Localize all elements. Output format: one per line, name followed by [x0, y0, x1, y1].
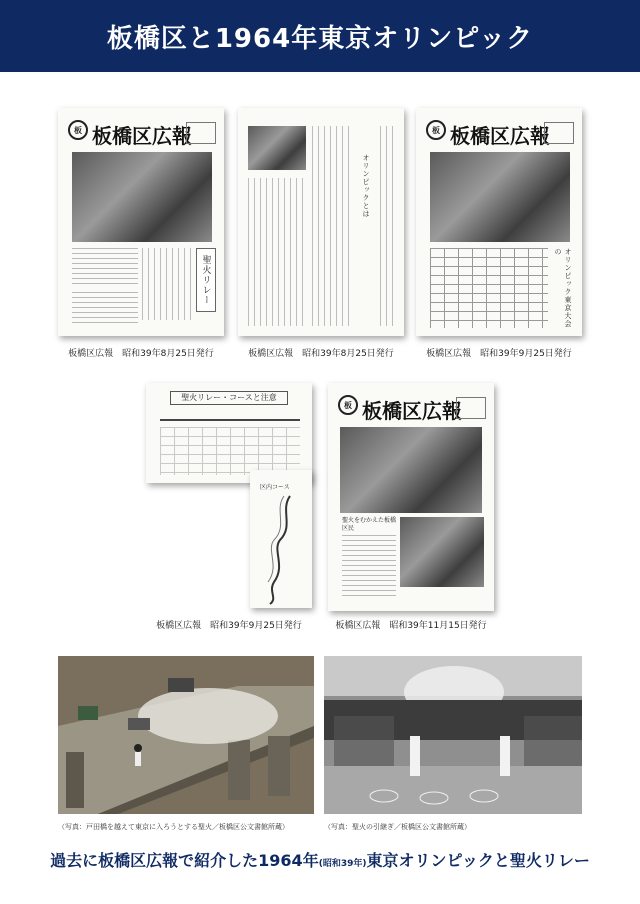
- article-text: [312, 126, 352, 326]
- relay-course-map: [250, 470, 312, 608]
- page-title: 板橋区と1964年東京オリンピック: [106, 23, 534, 54]
- handover-scene: [324, 656, 582, 814]
- relay-route-line: [160, 419, 300, 421]
- article-text: [380, 126, 398, 326]
- article-text: [142, 248, 194, 320]
- newspaper-caption: 板橋区広報 昭和39年9月25日発行: [426, 349, 572, 359]
- newspaper-masthead: 板橋区広報: [362, 399, 462, 423]
- seal-icon: 板: [68, 120, 88, 140]
- seal-icon: 板: [338, 395, 358, 415]
- article-sub-heading: 聖火をむかえた板橋区民: [342, 517, 397, 532]
- newspaper-photo: [340, 427, 482, 513]
- footer-text: 東京オリンピックと聖火リレー: [366, 851, 590, 870]
- newspaper-photo: [400, 517, 484, 587]
- relay-schedule-table: [430, 248, 548, 328]
- bridge-torch-photo: [58, 656, 314, 814]
- newspaper-1: [58, 108, 224, 336]
- map-label: 区内コース: [260, 484, 290, 491]
- photo-caption: （写真：聖火の引継ぎ／板橋区公文書館所蔵）: [324, 823, 471, 831]
- newspaper-photo: [248, 126, 306, 170]
- footer-era-note: (昭和39年): [318, 859, 367, 869]
- newspaper-masthead: 板橋区広報: [92, 124, 192, 148]
- newspaper-2: [238, 108, 404, 336]
- bridge-scene: [58, 656, 314, 814]
- newspaper-caption: 板橋区広報 昭和39年11月15日発行: [335, 621, 487, 631]
- article-heading: オリンピックとは: [362, 154, 370, 218]
- newspaper-caption: 板橋区広報 昭和39年8月25日発行: [248, 349, 394, 359]
- footer-text: 過去に板橋区広報で紹介した1964年: [50, 851, 319, 870]
- newspaper-masthead: 板橋区広報: [450, 124, 550, 148]
- issue-box: [186, 122, 216, 144]
- newspaper-caption: 板橋区広報 昭和39年9月25日発行: [156, 621, 302, 631]
- newspaper-4-bottom: [250, 470, 312, 608]
- photo-caption: （写真：戸田橋を越えて東京に入ろうとする聖火／板橋区公文書館所蔵）: [58, 823, 289, 831]
- article-heading: 聖火リレー・コースと注意: [170, 391, 288, 405]
- newspaper-photo: [72, 152, 212, 242]
- torch-relay-box: 聖火リレー: [196, 248, 216, 312]
- issue-box: [456, 397, 486, 419]
- newspaper-3: [416, 108, 582, 336]
- issue-box: [544, 122, 574, 144]
- article-heading: オリンピック東京大会の: [554, 248, 572, 328]
- newspaper-4-top: [146, 383, 312, 483]
- article-text: [248, 178, 306, 326]
- newspaper-5: [328, 383, 494, 611]
- page-header: [0, 0, 640, 72]
- article-text: [342, 535, 396, 599]
- newspaper-caption: 板橋区広報 昭和39年8月25日発行: [68, 349, 214, 359]
- article-text: [72, 248, 138, 288]
- seal-icon: 板: [426, 120, 446, 140]
- newspaper-photo: [430, 152, 570, 242]
- footer-headline: [0, 848, 640, 871]
- route-schedule: [160, 427, 300, 475]
- torch-handover-photo: [324, 656, 582, 814]
- article-text: [72, 292, 138, 326]
